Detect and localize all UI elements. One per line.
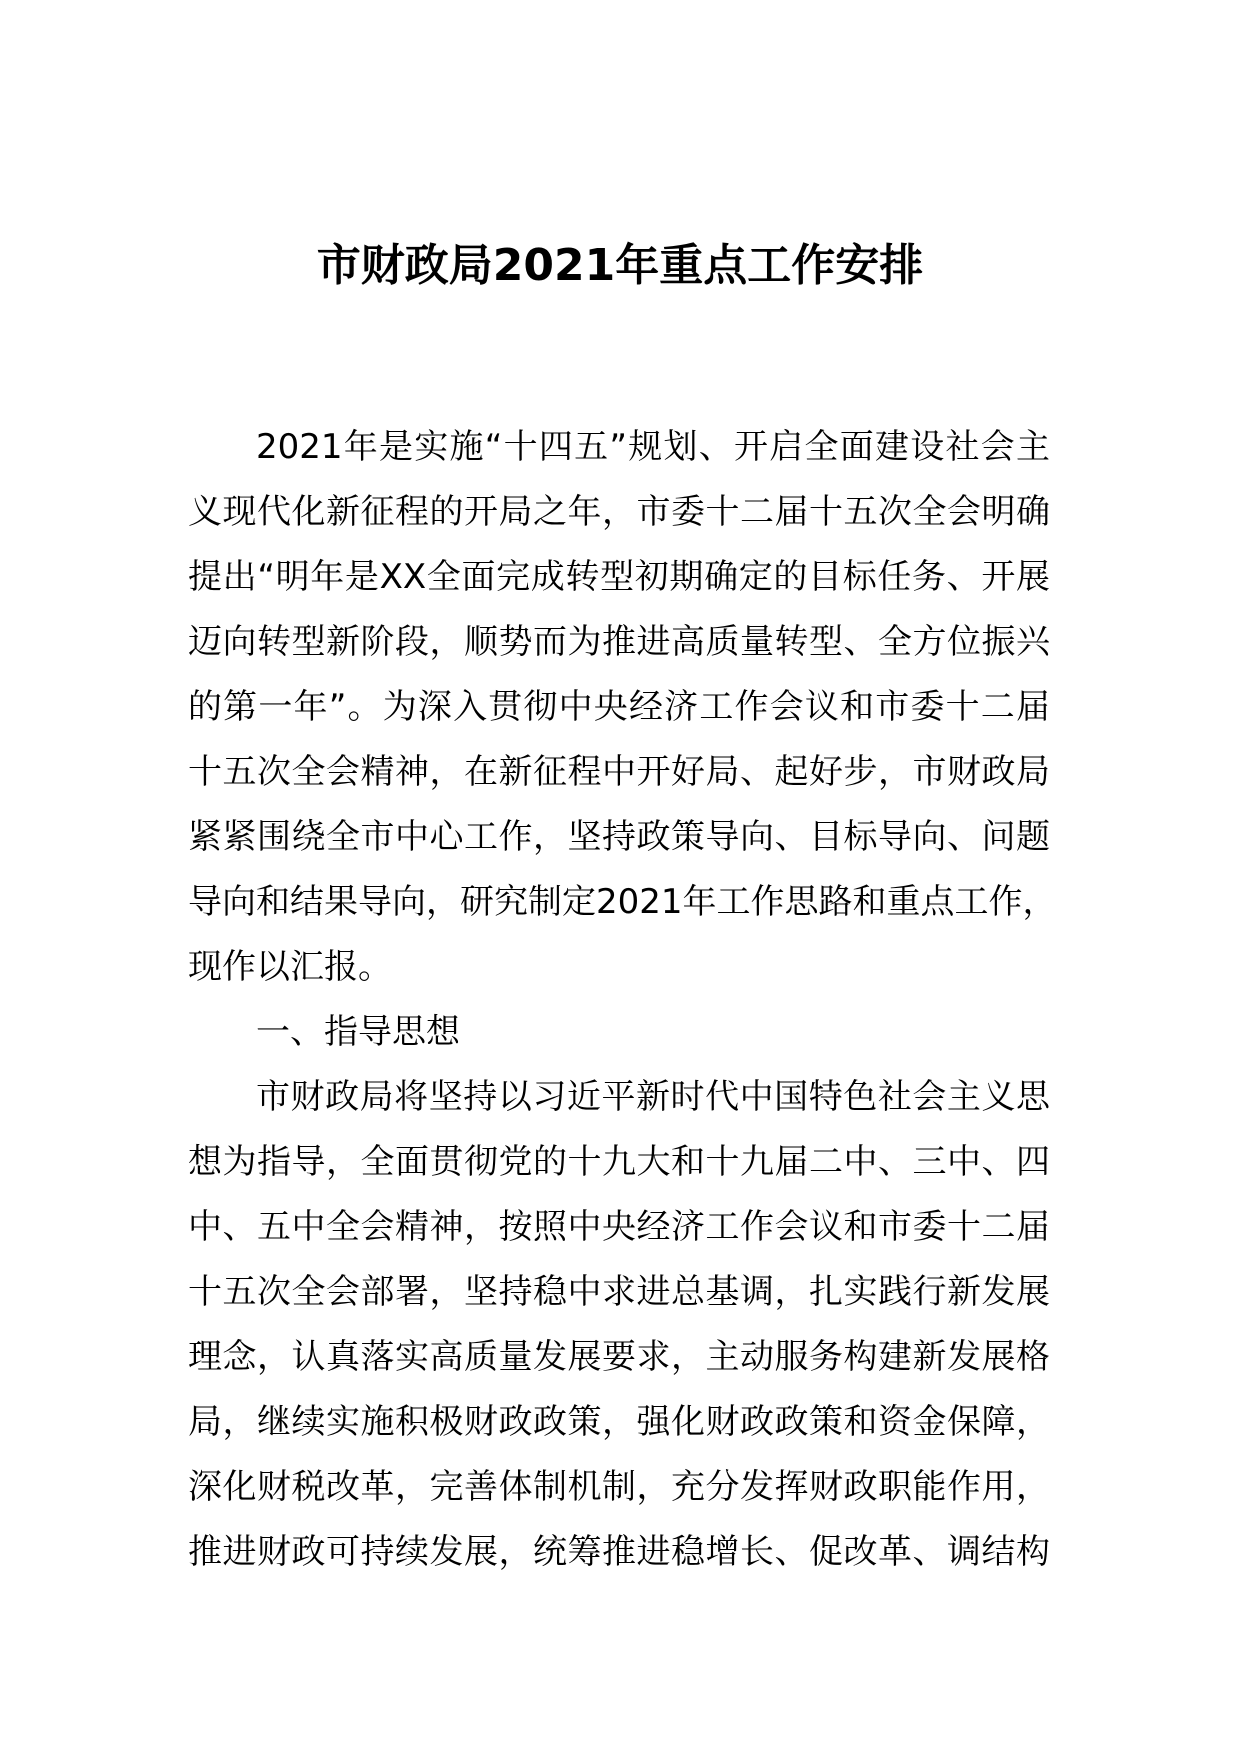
paragraph-line: 的第一年”。为深入贯彻中央经济工作会议和市委十二届 xyxy=(188,687,1050,727)
paragraph-line: 导向和结果导向，研究制定2021年工作思路和重点工作， xyxy=(188,882,1057,922)
paragraph-line: 迈向转型新阶段，顺势而为推进高质量转型、全方位振兴 xyxy=(188,622,1050,662)
paragraph-line: 十五次全会部署，坚持稳中求进总基调，扎实践行新发展 xyxy=(188,1272,1050,1312)
paragraph-line: 想为指导，全面贯彻党的十九大和十九届二中、三中、四 xyxy=(188,1142,1050,1182)
paragraph-line: 中、五中全会精神，按照中央经济工作会议和市委十二届 xyxy=(188,1207,1050,1247)
document-title: 市财政局2021年重点工作安排 xyxy=(316,240,924,291)
paragraph-line: 深化财税改革，完善体制机制，充分发挥财政职能作用， xyxy=(188,1467,1050,1507)
paragraph-line: 义现代化新征程的开局之年，市委十二届十五次全会明确 xyxy=(188,492,1050,532)
paragraph-line: 紧紧围绕全市中心工作，坚持政策导向、目标导向、问题 xyxy=(188,817,1050,857)
paragraph-line: 局，继续实施积极财政政策，强化财政政策和资金保障， xyxy=(188,1402,1050,1442)
paragraph-line: 十五次全会精神，在新征程中开好局、起好步，市财政局 xyxy=(188,752,1050,792)
paragraph-line: 理念，认真落实高质量发展要求，主动服务构建新发展格 xyxy=(188,1337,1050,1377)
section-heading: 一、指导思想 xyxy=(256,1012,460,1052)
document-body xyxy=(188,415,1057,1585)
paragraph-line: 推进财政可持续发展，统筹推进稳增长、促改革、调结构 xyxy=(188,1532,1050,1572)
paragraph-line: 现作以汇报。 xyxy=(188,947,392,987)
paragraph-line: 市财政局将坚持以习近平新时代中国特色社会主义思 xyxy=(256,1077,1050,1117)
paragraph-line: 提出“明年是XX全面完成转型初期确定的目标任务、开展 xyxy=(188,557,1050,597)
paragraph-line: 2021年是实施“十四五”规划、开启全面建设社会主 xyxy=(256,427,1050,467)
